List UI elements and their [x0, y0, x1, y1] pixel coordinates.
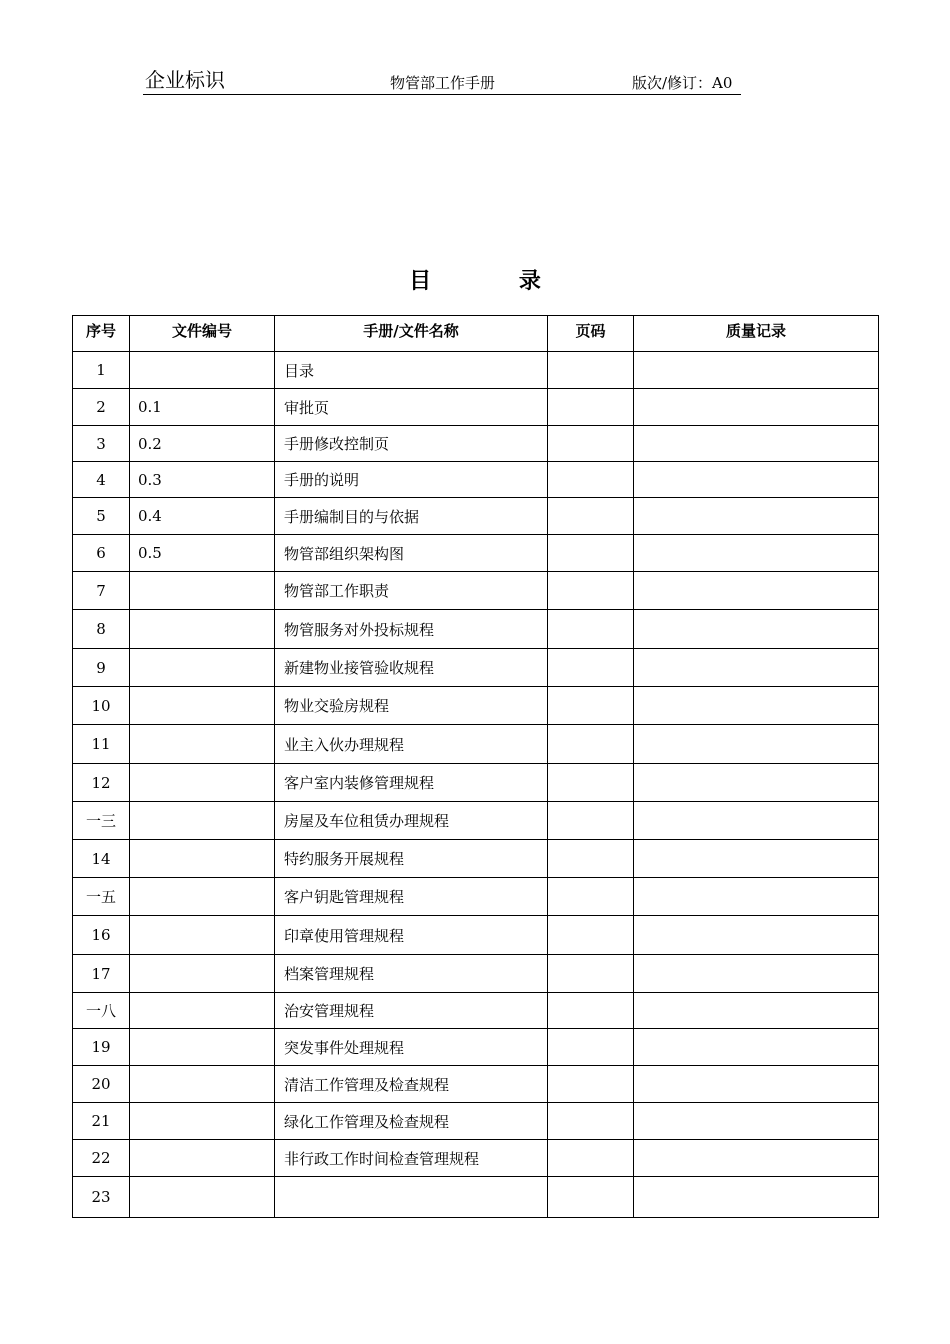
cell-file-no	[130, 687, 275, 725]
table-row	[73, 498, 879, 535]
page-title: 目 录	[409, 269, 581, 294]
cell-page	[548, 498, 634, 535]
cell-quality-record	[634, 535, 879, 572]
cell-doc-name: 手册的说明	[275, 462, 548, 498]
cell-file-no: 0.5	[130, 535, 275, 572]
cell-file-no	[130, 916, 275, 955]
cell-seq: 10	[73, 687, 130, 725]
cell-quality-record	[634, 993, 879, 1029]
document-title: 物管部工作手册	[390, 74, 496, 92]
cell-doc-name: 审批页	[275, 389, 548, 426]
table-row	[73, 725, 879, 764]
cell-page	[548, 993, 634, 1029]
cell-quality-record	[634, 389, 879, 426]
table-row	[73, 916, 879, 955]
cell-seq: 一三	[73, 802, 130, 840]
cell-doc-name: 客户钥匙管理规程	[275, 878, 548, 916]
cell-file-no: 0.2	[130, 426, 275, 462]
cell-quality-record	[634, 916, 879, 955]
cell-doc-name: 突发事件处理规程	[275, 1029, 548, 1066]
cell-file-no	[130, 802, 275, 840]
cell-page	[548, 1103, 634, 1140]
cell-page	[548, 426, 634, 462]
table-row	[73, 878, 879, 916]
cell-seq: 3	[73, 426, 130, 462]
cell-seq: 19	[73, 1029, 130, 1066]
table-row	[73, 649, 879, 687]
cell-page	[548, 802, 634, 840]
cell-file-no	[130, 1103, 275, 1140]
cell-seq: 20	[73, 1066, 130, 1103]
cell-file-no	[130, 649, 275, 687]
cell-file-no: 0.4	[130, 498, 275, 535]
cell-page	[548, 1177, 634, 1218]
cell-doc-name: 手册修改控制页	[275, 426, 548, 462]
cell-seq: 21	[73, 1103, 130, 1140]
cell-doc-name: 房屋及车位租赁办理规程	[275, 802, 548, 840]
cell-page	[548, 610, 634, 649]
cell-file-no	[130, 1140, 275, 1177]
cell-file-no: 0.3	[130, 462, 275, 498]
cell-quality-record	[634, 1140, 879, 1177]
cell-seq: 14	[73, 840, 130, 878]
cell-quality-record	[634, 1029, 879, 1066]
cell-file-no	[130, 1177, 275, 1218]
cell-quality-record	[634, 1103, 879, 1140]
table-row	[73, 993, 879, 1029]
table-row	[73, 572, 879, 610]
cell-file-no	[130, 955, 275, 993]
cell-quality-record	[634, 462, 879, 498]
cell-file-no	[130, 840, 275, 878]
cell-page	[548, 352, 634, 389]
cell-file-no	[130, 610, 275, 649]
cell-doc-name: 物业交验房规程	[275, 687, 548, 725]
table-row	[73, 687, 879, 725]
table-row	[73, 535, 879, 572]
cell-page	[548, 649, 634, 687]
cell-file-no	[130, 878, 275, 916]
cell-page	[548, 1066, 634, 1103]
table-row	[73, 1103, 879, 1140]
table-row	[73, 802, 879, 840]
table-row	[73, 1066, 879, 1103]
cell-doc-name: 手册编制目的与依据	[275, 498, 548, 535]
table-row	[73, 840, 879, 878]
cell-doc-name: 绿化工作管理及检查规程	[275, 1103, 548, 1140]
cell-seq: 16	[73, 916, 130, 955]
cell-doc-name: 档案管理规程	[275, 955, 548, 993]
cell-page	[548, 572, 634, 610]
cell-page	[548, 535, 634, 572]
column-header-page: 页码	[548, 316, 634, 352]
cell-seq: 11	[73, 725, 130, 764]
cell-seq: 一五	[73, 878, 130, 916]
cell-file-no	[130, 1066, 275, 1103]
cell-quality-record	[634, 802, 879, 840]
revision-label: 版次/修订：A0	[632, 74, 733, 92]
cell-seq: 23	[73, 1177, 130, 1218]
cell-file-no	[130, 572, 275, 610]
cell-doc-name: 业主入伙办理规程	[275, 725, 548, 764]
cell-seq: 5	[73, 498, 130, 535]
table-row	[73, 426, 879, 462]
contents-table	[72, 315, 879, 1218]
cell-file-no	[130, 764, 275, 802]
cell-doc-name: 目录	[275, 352, 548, 389]
cell-page	[548, 1029, 634, 1066]
cell-quality-record	[634, 1177, 879, 1218]
cell-quality-record	[634, 955, 879, 993]
table-row	[73, 1140, 879, 1177]
cell-seq: 4	[73, 462, 130, 498]
page-header	[143, 66, 741, 95]
cell-file-no	[130, 993, 275, 1029]
cell-seq: 9	[73, 649, 130, 687]
cell-page	[548, 764, 634, 802]
cell-seq: 17	[73, 955, 130, 993]
cell-page	[548, 462, 634, 498]
cell-page	[548, 1140, 634, 1177]
cell-page	[548, 687, 634, 725]
cell-quality-record	[634, 687, 879, 725]
cell-seq: 12	[73, 764, 130, 802]
cell-quality-record	[634, 840, 879, 878]
cell-doc-name	[275, 1177, 548, 1218]
cell-page	[548, 840, 634, 878]
cell-seq: 一八	[73, 993, 130, 1029]
cell-page	[548, 389, 634, 426]
table-row	[73, 955, 879, 993]
cell-quality-record	[634, 878, 879, 916]
cell-doc-name: 新建物业接管验收规程	[275, 649, 548, 687]
cell-seq: 7	[73, 572, 130, 610]
cell-page	[548, 725, 634, 764]
cell-seq: 8	[73, 610, 130, 649]
column-header-quality-record: 质量记录	[634, 316, 879, 352]
cell-doc-name: 特约服务开展规程	[275, 840, 548, 878]
column-header-file-no: 文件编号	[130, 316, 275, 352]
cell-doc-name: 印章使用管理规程	[275, 916, 548, 955]
cell-doc-name: 清洁工作管理及检查规程	[275, 1066, 548, 1103]
column-header-doc-name: 手册/文件名称	[275, 316, 548, 352]
table-row	[73, 1177, 879, 1218]
cell-seq: 22	[73, 1140, 130, 1177]
cell-quality-record	[634, 572, 879, 610]
cell-file-no	[130, 1029, 275, 1066]
cell-file-no	[130, 725, 275, 764]
cell-quality-record	[634, 1066, 879, 1103]
table-row	[73, 610, 879, 649]
cell-doc-name: 客户室内装修管理规程	[275, 764, 548, 802]
table-header-row	[73, 316, 879, 352]
cell-doc-name: 治安管理规程	[275, 993, 548, 1029]
cell-quality-record	[634, 426, 879, 462]
company-logo-text: 企业标识	[145, 68, 225, 92]
cell-page	[548, 955, 634, 993]
cell-quality-record	[634, 610, 879, 649]
cell-seq: 1	[73, 352, 130, 389]
cell-doc-name: 物管部组织架构图	[275, 535, 548, 572]
cell-quality-record	[634, 352, 879, 389]
table-row	[73, 389, 879, 426]
cell-doc-name: 物管部工作职责	[275, 572, 548, 610]
cell-quality-record	[634, 649, 879, 687]
cell-page	[548, 916, 634, 955]
cell-seq: 2	[73, 389, 130, 426]
cell-file-no	[130, 352, 275, 389]
cell-quality-record	[634, 764, 879, 802]
table-row	[73, 352, 879, 389]
table-row	[73, 1029, 879, 1066]
column-header-seq: 序号	[73, 316, 130, 352]
cell-file-no: 0.1	[130, 389, 275, 426]
cell-doc-name: 物管服务对外投标规程	[275, 610, 548, 649]
cell-seq: 6	[73, 535, 130, 572]
cell-doc-name: 非行政工作时间检查管理规程	[275, 1140, 548, 1177]
cell-page	[548, 878, 634, 916]
cell-quality-record	[634, 725, 879, 764]
cell-quality-record	[634, 498, 879, 535]
table-row	[73, 764, 879, 802]
table-row	[73, 462, 879, 498]
